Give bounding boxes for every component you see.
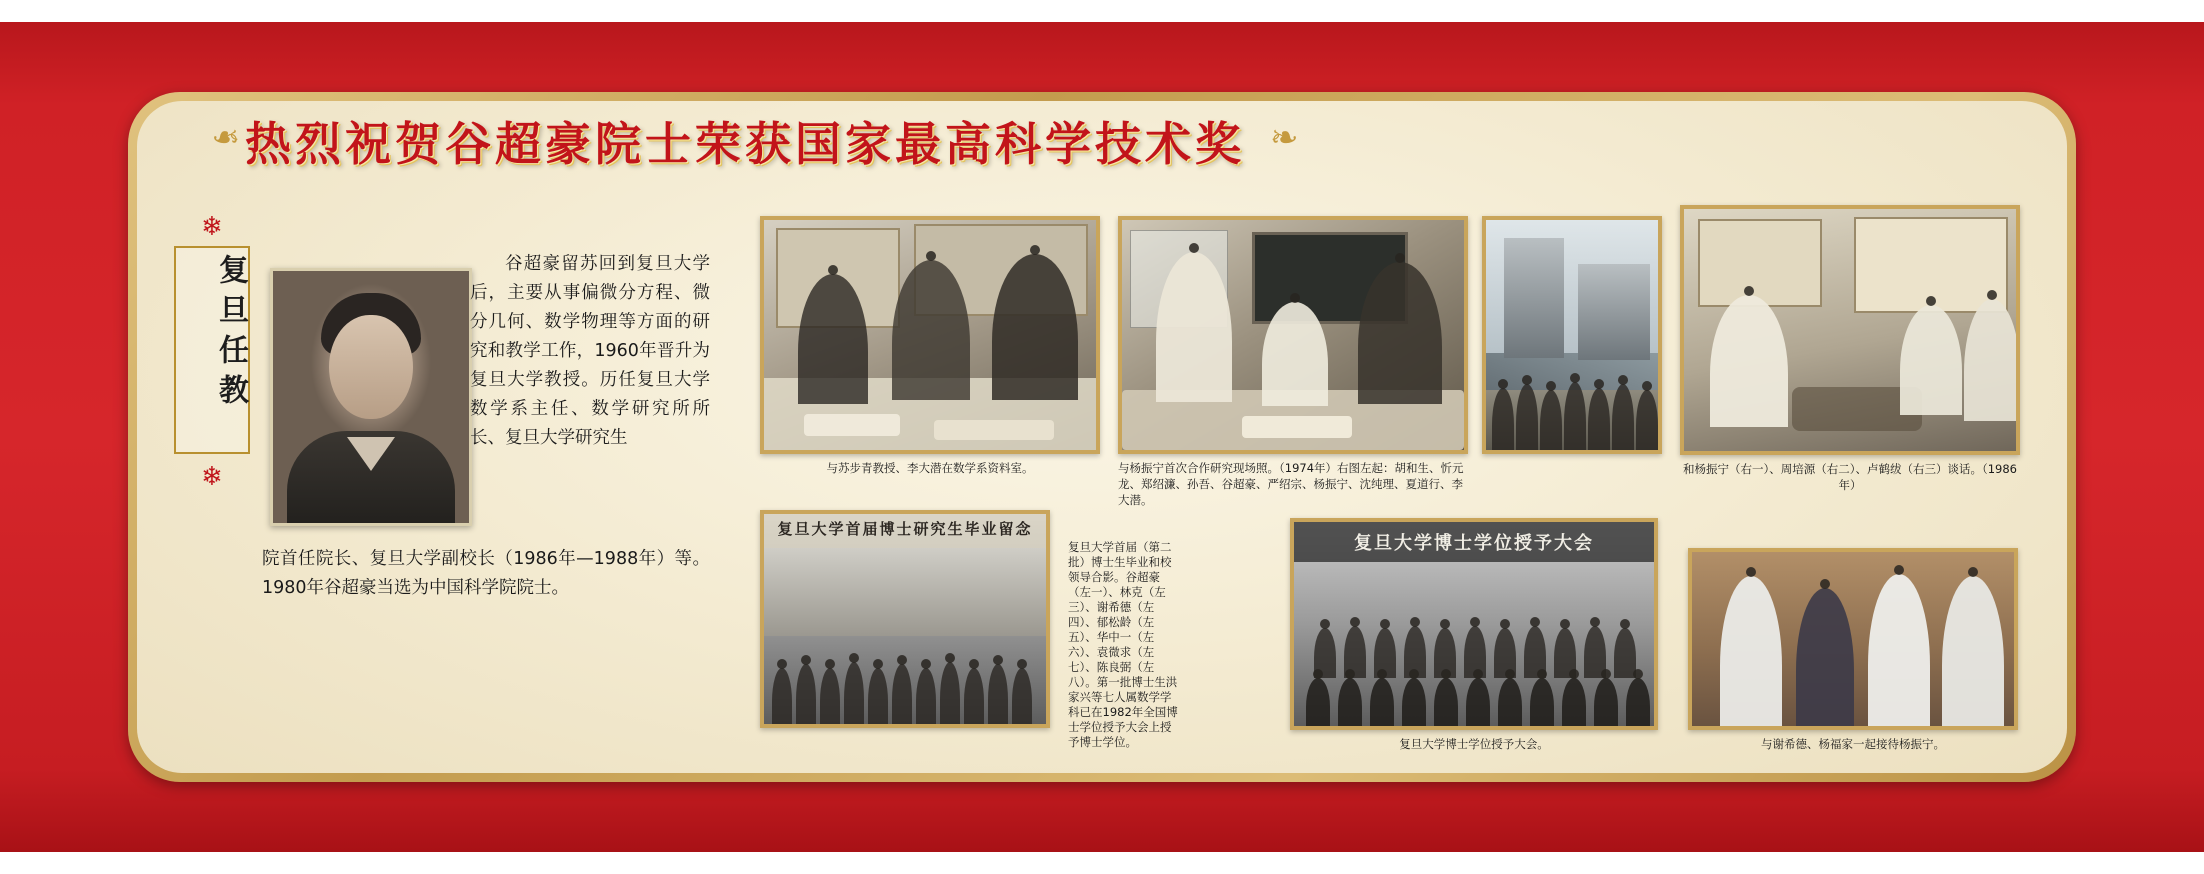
photo-image: [1692, 552, 2014, 726]
photo-first-phd-caption-block: 复旦大学首届（第二批）博士生毕业和校领导合影。谷超豪（左一）、林克（左三）、谢希德（左四）、郁松龄（左五）、华中一（左六）、袁微求（左七）、陈良弼（左八）。第一批博士生洪家兴等七人属数学学科已在1982年全国博士学位授予大会上授予博士学位。: [1068, 540, 1178, 749]
photo-image: [764, 220, 1096, 450]
top-white-margin: [0, 0, 2204, 22]
photo-first-phd-graduation: [760, 510, 1050, 728]
photo-yang-zhenning-cooperation: [1118, 216, 1468, 454]
photo-banner-text: 复旦大学首届博士研究生毕业留念: [777, 520, 1033, 538]
seal-ornament-icon-top: ❄: [201, 212, 223, 242]
photo-image: [1294, 522, 1654, 726]
seal-vertical-text: 复旦任教: [213, 254, 248, 414]
photo-yang-zhenning-group-caption: 和杨振宁（右一）、周培源（右二）、卢鹤绂（右三）谈话。（1986年）: [1682, 462, 2017, 492]
bio-paragraph-2: 院首任院长、复旦大学副校长（1986年—1988年）等。1980年谷超豪当选为中国科学院院士。: [262, 549, 710, 598]
flourish-icon-left: ❧: [211, 118, 240, 158]
seal-frame: [174, 246, 250, 454]
photo-image: [1486, 220, 1658, 450]
photo-group-outdoor: [1482, 216, 1662, 454]
photo-phd-degree-ceremony-caption: 复旦大学博士学位授予大会。: [1399, 737, 1549, 751]
photo-image: [1684, 209, 2016, 451]
page-title: 热烈祝贺谷超豪院士荣获国家最高科学技术奖: [245, 117, 1245, 171]
photo-suburong-lida: [760, 216, 1100, 454]
seal-ornament-icon-bottom: ❄: [201, 462, 223, 492]
photo-banner-text: 复旦大学博士学位授予大会: [1354, 533, 1594, 554]
bio-paragraph-1: 谷超豪留苏回到复旦大学后，主要从事偏微分方程、微分几何、数学物理等方面的研究和教学工作，1960年晋升为复旦大学教授。历任复旦大学数学系主任、数学研究所所长、复旦大学研究生: [470, 254, 710, 448]
photo-yang-zhenning-cooperation-caption: 与杨振宁首次合作研究现场照。（1974年）右图左起：胡和生、忻元龙、郑绍濂、孙吾、谷超豪、严绍宗、杨振宁、沈纯理、夏道行、李大潜。: [1118, 461, 1464, 507]
photo-with-xiexide-caption: 与谢希德、杨福家一起接待杨振宁。: [1761, 737, 1945, 751]
photo-yang-zhenning-zhou-peiyuan-luhechen: [1680, 205, 2020, 455]
bottom-white-margin: [0, 852, 2204, 874]
photo-image: [764, 514, 1046, 724]
flourish-icon-right: ❧: [1270, 118, 1299, 158]
portrait-image: [273, 271, 469, 523]
banner-title: [160, 108, 1410, 178]
photo-phd-degree-ceremony: [1290, 518, 1658, 730]
portrait-face-shape: [329, 315, 413, 419]
photo-with-xiexide-yangfujia-yangzhenning: [1688, 548, 2018, 730]
photo-suburong-lida-caption: 与苏步青教授、李大潜在数学系资料室。: [826, 461, 1034, 475]
photo-image: [1122, 220, 1464, 450]
portrait-photo: [270, 268, 472, 526]
seal-column: [170, 210, 256, 500]
